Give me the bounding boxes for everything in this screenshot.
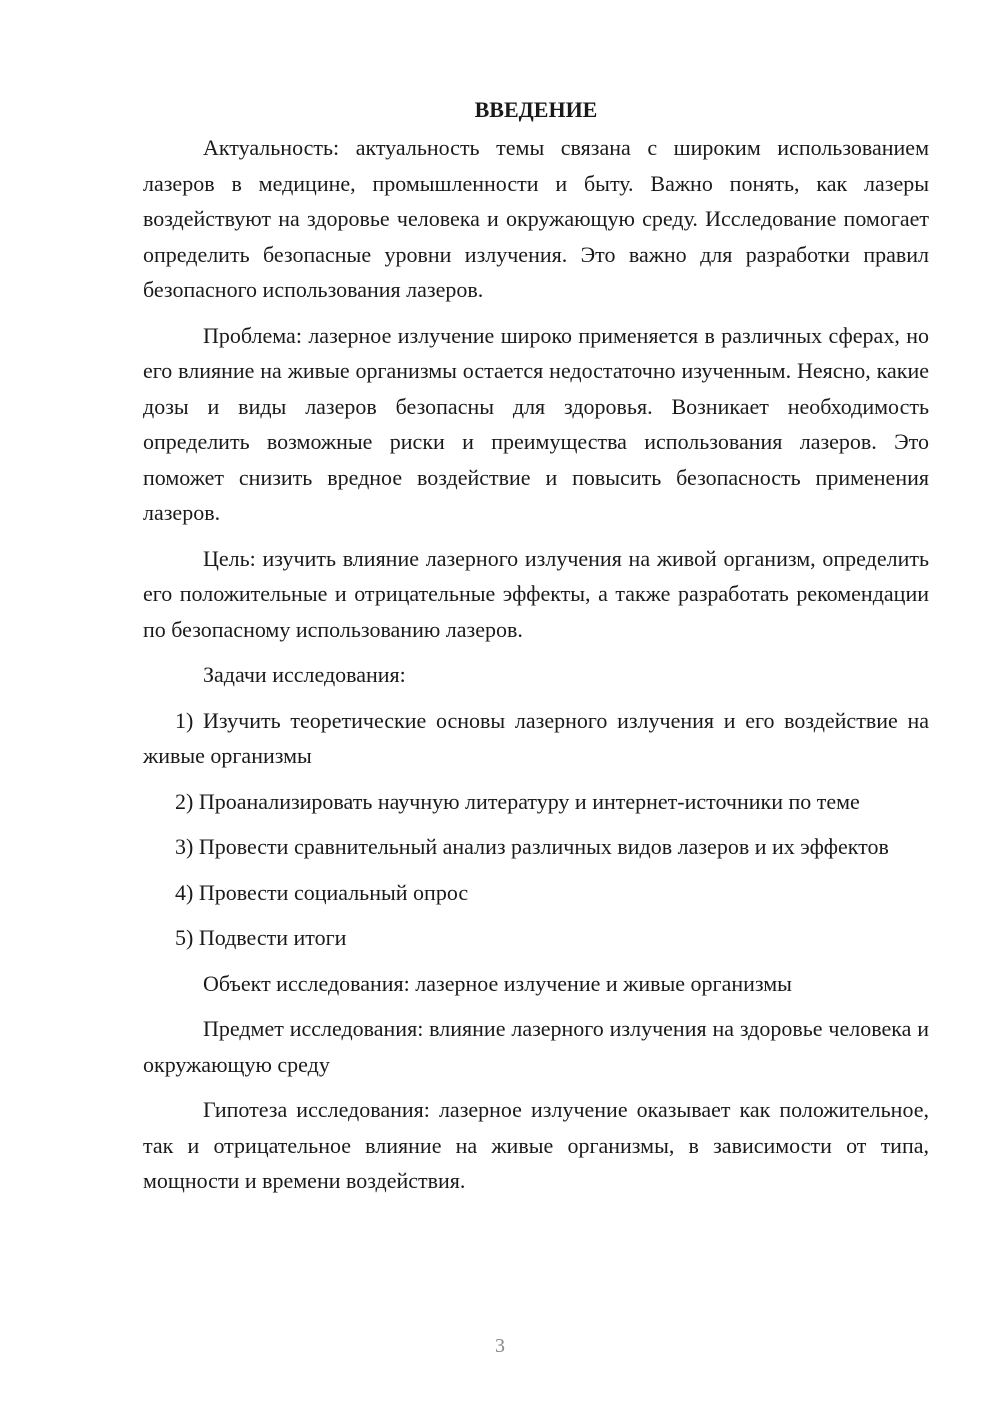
tasks-list bbox=[143, 703, 929, 956]
list-item: 5) Подвести итоги bbox=[175, 925, 347, 950]
page-number: 3 bbox=[495, 1335, 505, 1357]
object-paragraph: Объект исследования: лазерное излучение и живые организмы bbox=[203, 970, 792, 996]
goal-paragraph: Цель: изучить влияние лазерного излучения на живой организм, определить его положительные и отрицательные эффекты, а также разработать рекомендации по безопасному использованию лазеров. bbox=[143, 545, 929, 642]
tasks-heading: Задачи исследования: bbox=[203, 662, 406, 687]
problem-paragraph: Проблема: лазерное излучение широко применяется в различных сферах, но его влияние на живые организмы остается недостаточно изученным. Неясно, какие дозы и виды лазеров безопасны для здоровья. Возникает необходимость определить возможные риски и преимущества использования лазеров. Это поможет снизить вредное воздействие и повысить безопасность применения лазеров. bbox=[143, 322, 929, 525]
list-item: 2) Проанализировать научную литературу и интернет-источники по теме bbox=[175, 788, 860, 814]
list-item: 3) Провести сравнительный анализ различных видов лазеров и их эффектов bbox=[175, 834, 889, 859]
list-item: 1) Изучить теоретические основы лазерного излучения и его воздействие на живые организмы bbox=[143, 707, 929, 768]
relevance-paragraph: Актуальность: актуальность темы связана с широким использованием лазеров в медицине, промышленности и быту. Важно понять, как лазеры воздействуют на здоровье человека и окружающую среду. Исследование помогает определить безопасные уровни излучения. Это важно для разработки правил безопасного использования лазеров. bbox=[143, 135, 929, 302]
list-item: 4) Провести социальный опрос bbox=[175, 879, 469, 905]
subject-paragraph: Предмет исследования: влияние лазерного излучения на здоровье человека и окружающую среду bbox=[143, 1016, 929, 1077]
page-title: ВВЕДЕНИЕ bbox=[474, 97, 598, 122]
document-page bbox=[143, 92, 929, 1209]
hypothesis-paragraph: Гипотеза исследования: лазерное излучение оказывает как положительное, так и отрицательное влияние на живые организмы, в зависимости от типа, мощности и времени воздействия. bbox=[143, 1097, 929, 1193]
